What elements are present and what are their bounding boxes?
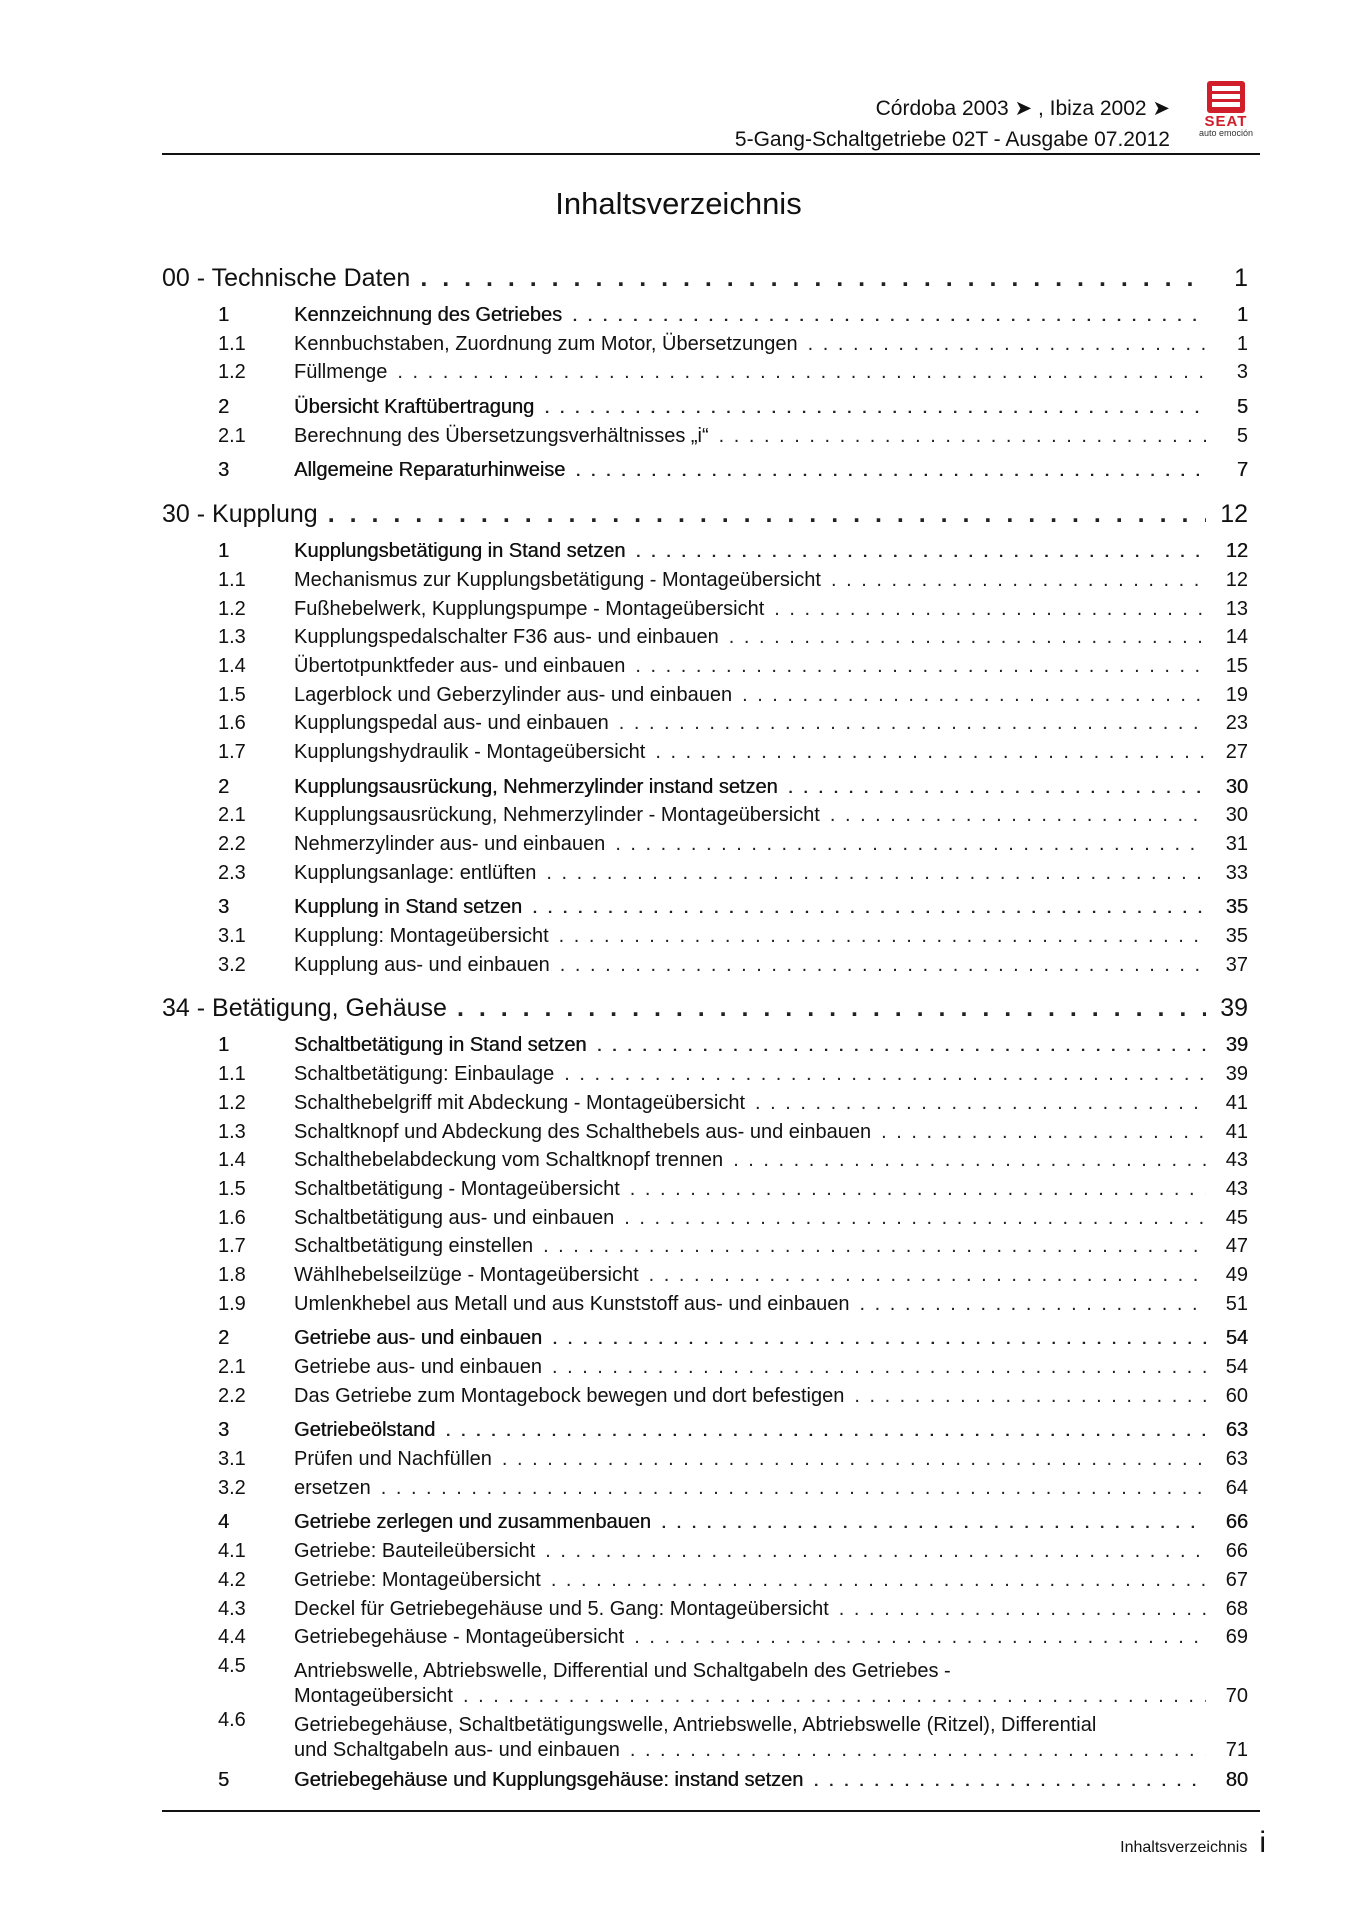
toc-subsection[interactable]: [162, 1293, 1248, 1322]
toc-leader: [492, 1448, 1206, 1471]
toc-entry-title: Füllmenge: [294, 361, 388, 384]
toc-entry-title: Prüfen und Nachfüllen: [294, 1448, 492, 1471]
toc-leader: [542, 1356, 1206, 1379]
toc-entry-number: 1.1: [218, 332, 246, 355]
toc-entry-number: 5: [218, 1768, 230, 1791]
footer-divider: [162, 1810, 1260, 1812]
toc-entry-title: Wählhebelseilzüge - Montageübersicht: [294, 1263, 639, 1286]
toc-subsection[interactable]: [162, 333, 1248, 362]
toc-entry-title: Kupplung: Montageübersicht: [294, 925, 549, 948]
toc-leader: [447, 994, 1206, 1023]
toc-entry-page: 54: [1225, 1356, 1248, 1378]
toc-subsection[interactable]: [162, 1477, 1248, 1506]
toc-subsection[interactable]: [162, 862, 1248, 891]
toc-entry-number: 1.4: [218, 1149, 246, 1172]
toc-section[interactable]: [162, 1327, 1248, 1356]
toc-entry-page: 69: [1225, 1626, 1248, 1649]
toc-entry-title: ersetzen: [294, 1476, 371, 1499]
toc-entry-number: 3.2: [218, 1476, 246, 1499]
toc-subsection[interactable]: [162, 1356, 1248, 1385]
logo-tagline: auto emoción: [1198, 128, 1254, 138]
toc-section[interactable]: [162, 304, 1248, 333]
toc-entry-page: 49: [1225, 1263, 1248, 1286]
toc-entry-page: 15: [1225, 654, 1248, 677]
toc-section[interactable]: [162, 396, 1248, 425]
toc-leader: [534, 396, 1206, 419]
toc-subsection[interactable]: [162, 1448, 1248, 1477]
toc-subsection[interactable]: [162, 1092, 1248, 1121]
toc-leader: [318, 500, 1206, 529]
toc-subsection[interactable]: [162, 741, 1248, 770]
seat-emblem-icon: [1206, 80, 1246, 114]
logo-wordmark: SEAT: [1204, 113, 1248, 130]
toc-entry-number: 4.2: [218, 1568, 246, 1591]
toc-subsection[interactable]: [162, 598, 1248, 627]
toc-entry-page: 54: [1225, 1327, 1248, 1350]
toc-entry-page: 60: [1225, 1384, 1248, 1407]
toc-entry-number: 1.6: [218, 712, 246, 735]
toc-entry-number: 3: [218, 459, 230, 482]
toc-leader: [820, 804, 1206, 827]
toc-entry-title: Mechanismus zur Kupplungsbetätigung - Montageübersicht: [294, 568, 821, 591]
toc-entry-number: 3.2: [218, 953, 246, 976]
toc-entry-page: 45: [1225, 1206, 1248, 1229]
toc-section[interactable]: [162, 896, 1248, 925]
toc-entry-page: 66: [1225, 1540, 1248, 1563]
toc-leader: [535, 1540, 1206, 1563]
toc-leader: [764, 598, 1206, 621]
toc-entry-title: Schaltbetätigung in Stand setzen: [294, 1034, 587, 1057]
toc-entry-number: 2.3: [218, 861, 246, 884]
toc-entry-page: 19: [1225, 683, 1248, 706]
toc-entry-number: 3: [218, 896, 230, 919]
toc-entry-page: 23: [1225, 712, 1248, 735]
toc-leader: [732, 684, 1206, 707]
toc-entry-page: 27: [1225, 740, 1248, 763]
toc-entry-title-continued: Montageübersicht: [294, 1684, 453, 1707]
toc-entry-number: 1.1: [218, 568, 246, 591]
toc-leader: [639, 1264, 1206, 1287]
toc-leader: [435, 1419, 1206, 1442]
toc-entry-page: 66: [1225, 1511, 1248, 1534]
toc-leader: [719, 626, 1206, 649]
toc-leader: [620, 1738, 1206, 1763]
toc-chapter-page: 12: [1220, 500, 1248, 529]
toc-entry-number: 1.8: [218, 1263, 246, 1286]
toc-entry-title: Nehmerzylinder aus- und einbauen: [294, 833, 606, 855]
toc-leader: [453, 1684, 1206, 1709]
toc-entry-page: 43: [1225, 1177, 1248, 1200]
table-of-contents: [162, 264, 1248, 1798]
toc-subsection[interactable]: [162, 1063, 1248, 1092]
toc-entry-number: 2: [218, 1327, 230, 1350]
toc-entry-number: 4: [218, 1511, 230, 1534]
toc-entry-page: 12: [1225, 540, 1248, 563]
toc-leader: [565, 459, 1206, 482]
toc-section[interactable]: [162, 1511, 1248, 1540]
toc-subsection[interactable]: [162, 1207, 1248, 1236]
toc-entry-number: 1.3: [218, 626, 246, 649]
toc-entry-title: Übersicht Kraftübertragung: [294, 396, 535, 419]
toc-subsection[interactable]: [162, 954, 1248, 983]
toc-entry-title: Getriebegehäuse und Kupplungsgehäuse: instand setzen: [294, 1768, 804, 1791]
toc-entry-page: 39: [1225, 1063, 1248, 1086]
toc-entry-page: 41: [1225, 1120, 1248, 1143]
toc-leader: [709, 425, 1206, 448]
toc-entry-title: Berechnung des Übersetzungsverhältnisses „i“: [294, 424, 709, 447]
header-vehicle-models: Córdoba 2003 ➤ , Ibiza 2002 ➤: [875, 97, 1170, 120]
toc-entry-page: 33: [1225, 861, 1248, 884]
footer-label: Inhaltsverzeichnis: [1120, 1839, 1248, 1856]
toc-entry-title: Schaltbetätigung: Einbaulage: [294, 1063, 555, 1086]
toc-entry-title: Kupplungsausrückung, Nehmerzylinder - Montageübersicht: [294, 804, 820, 827]
toc-entry-page: 31: [1225, 833, 1248, 855]
toc-entry-title: Übertotpunktfeder aus- und einbauen: [294, 654, 626, 677]
toc-entry-number: 1.7: [218, 740, 246, 763]
toc-leader: [829, 1598, 1206, 1621]
toc-entry-title: Schaltbetätigung aus- und einbauen: [294, 1206, 615, 1229]
toc-chapter[interactable]: [162, 994, 1248, 1034]
toc-subsection[interactable]: [162, 1626, 1248, 1655]
toc-subsection[interactable]: [162, 1598, 1248, 1627]
toc-entry-title: Kupplungspedal aus- und einbauen: [294, 712, 609, 735]
toc-leader: [605, 833, 1206, 856]
toc-entry-title: Das Getriebe zum Montagebock bewegen und dort befestigen: [294, 1384, 845, 1407]
footer-page-number: i: [1259, 1826, 1266, 1859]
toc-entry-number: 2.1: [218, 424, 246, 447]
toc-entry-number: 1.4: [218, 654, 246, 677]
toc-chapter-title: 00 - Technische Daten: [162, 264, 411, 292]
toc-leader: [625, 655, 1206, 678]
toc-leader: [745, 1092, 1206, 1115]
toc-entry-title: Antriebswelle, Abtriebswelle, Differential und Schaltgabeln des Getriebes -: [294, 1659, 951, 1682]
toc-entry-page: 30: [1225, 804, 1248, 827]
toc-entry-page: 39: [1225, 1034, 1248, 1057]
toc-leader: [522, 896, 1206, 919]
toc-entry-page: 68: [1225, 1597, 1248, 1620]
toc-section[interactable]: [162, 776, 1248, 805]
toc-entry-title: Kupplungspedalschalter F36 aus- und einbauen: [294, 626, 719, 649]
toc-entry-number: 2.2: [218, 1384, 246, 1407]
toc-entry-title: Kupplung aus- und einbauen: [294, 953, 550, 976]
toc-chapter-page: 39: [1220, 994, 1248, 1023]
toc-subsection[interactable]: [162, 1235, 1248, 1264]
toc-entry-page: 30: [1225, 775, 1248, 798]
toc-subsection[interactable]: [162, 1385, 1248, 1414]
header-divider: [162, 153, 1260, 155]
toc-entry-page: 41: [1225, 1091, 1248, 1114]
toc-section[interactable]: [162, 459, 1248, 488]
toc-subsection[interactable]: [162, 1569, 1248, 1598]
toc-entry-number: 2: [218, 396, 230, 419]
toc-leader: [533, 1235, 1206, 1258]
toc-entry-number: 3: [218, 1419, 230, 1442]
toc-entry-page: 47: [1225, 1235, 1248, 1258]
toc-entry-number: 4.3: [218, 1597, 246, 1620]
toc-entry-number: 2: [218, 775, 230, 798]
toc-entry-number: 1.5: [218, 1177, 246, 1200]
toc-entry-title: Schaltbetätigung - Montageübersicht: [294, 1177, 620, 1200]
toc-entry-page: 71: [1225, 1738, 1248, 1761]
toc-chapter[interactable]: [162, 264, 1248, 304]
toc-leader: [371, 1477, 1206, 1500]
toc-chapter[interactable]: [162, 500, 1248, 540]
toc-entry-title: Getriebegehäuse, Schaltbetätigungswelle, Antriebswelle, Abtriebswelle (Ritzel), Differential: [294, 1713, 1097, 1736]
toc-subsection[interactable]: [162, 1121, 1248, 1150]
toc-leader: [803, 1769, 1206, 1792]
toc-entry-page: 1: [1236, 304, 1248, 326]
toc-entry-number: 2.2: [218, 833, 246, 855]
toc-leader: [821, 569, 1206, 592]
toc-entry-page: 35: [1225, 896, 1248, 919]
header-manual-title: 5-Gang-Schaltgetriebe 02T - Ausgabe 07.2012: [734, 128, 1170, 151]
toc-leader: [550, 954, 1206, 977]
toc-entry-page: 12: [1225, 568, 1248, 591]
toc-entry-number: 1.9: [218, 1292, 246, 1315]
toc-entry-title: Getriebe: Bauteileübersicht: [294, 1540, 536, 1563]
toc-leader: [620, 1178, 1206, 1201]
toc-entry-title: Schalthebelabdeckung vom Schaltknopf trennen: [294, 1149, 724, 1172]
toc-subsection[interactable]: [162, 1540, 1248, 1569]
toc-leader: [536, 862, 1206, 885]
toc-leader: [625, 540, 1206, 563]
toc-entry-title: Schaltknopf und Abdeckung des Schalthebels aus- und einbauen: [294, 1120, 872, 1143]
toc-leader: [624, 1626, 1206, 1649]
toc-section[interactable]: [162, 1034, 1248, 1063]
toc-leader: [387, 361, 1206, 384]
toc-subsection[interactable]: [162, 925, 1248, 954]
toc-entry-number: 1: [218, 540, 230, 563]
toc-entry-title: Umlenkhebel aus Metall und aus Kunststoff aus- und einbauen: [294, 1292, 850, 1315]
toc-subsection[interactable]: [162, 1709, 1248, 1763]
toc-entry-title: Getriebeölstand: [294, 1419, 436, 1442]
toc-entry-title: Kupplungshydraulik - Montageübersicht: [294, 740, 646, 763]
toc-subsection[interactable]: [162, 712, 1248, 741]
toc-subsection[interactable]: [162, 1149, 1248, 1178]
toc-subsection[interactable]: [162, 684, 1248, 713]
toc-leader: [645, 741, 1206, 764]
toc-entry-page: 43: [1225, 1149, 1248, 1172]
toc-entry-title-continued: und Schaltgabeln aus- und einbauen: [294, 1738, 620, 1761]
toc-leader: [542, 1327, 1206, 1350]
toc-leader: [778, 776, 1206, 799]
toc-entry-number: 3.1: [218, 925, 246, 948]
toc-entry-title: Getriebe zerlegen und zusammenbauen: [294, 1511, 651, 1534]
toc-leader: [410, 264, 1206, 293]
toc-entry-number: 1: [218, 1034, 230, 1057]
toc-entry-page: 13: [1225, 597, 1248, 620]
toc-entry-title: Deckel für Getriebegehäuse und 5. Gang: Montageübersicht: [294, 1597, 829, 1620]
toc-subsection[interactable]: [162, 626, 1248, 655]
toc-entry-page: 5: [1236, 396, 1248, 419]
toc-entry-title: Allgemeine Reparaturhinweise: [294, 459, 566, 482]
toc-entry-page: 70: [1225, 1684, 1248, 1707]
toc-entry-page: 63: [1225, 1448, 1248, 1471]
toc-entry-number: 3.1: [218, 1448, 246, 1471]
toc-entry-title: Lagerblock und Geberzylinder aus- und einbauen: [294, 683, 733, 706]
page-header: [162, 92, 1170, 154]
toc-entry-page: 35: [1225, 925, 1248, 948]
toc-chapter-title: 34 - Betätigung, Gehäuse: [162, 994, 447, 1023]
toc-subsection[interactable]: [162, 425, 1248, 454]
toc-entry-page: 67: [1225, 1568, 1248, 1591]
toc-leader: [562, 304, 1206, 327]
toc-entry-number: 2.1: [218, 1356, 246, 1378]
toc-entry-number: 1.2: [218, 597, 246, 620]
toc-leader: [609, 712, 1206, 735]
toc-entry-number: 1: [218, 304, 230, 326]
toc-leader: [723, 1149, 1206, 1172]
page-footer: [1120, 1826, 1266, 1860]
toc-chapter-title: 30 - Kupplung: [162, 500, 318, 529]
toc-leader: [541, 1569, 1206, 1592]
toc-entry-title: Fußhebelwerk, Kupplungspumpe - Montageübersicht: [294, 597, 765, 620]
toc-entry-page: 7: [1236, 459, 1248, 482]
toc-entry-title: Kennzeichnung des Getriebes: [294, 304, 562, 326]
toc-entry-number: 4.5: [218, 1654, 246, 1677]
toc-entry-title: Kupplungsausrückung, Nehmerzylinder instand setzen: [294, 775, 778, 798]
toc-entry-title: Kennbuchstaben, Zuordnung zum Motor, Übersetzungen: [294, 332, 798, 355]
toc-entry-title: Getriebe aus- und einbauen: [294, 1327, 542, 1350]
toc-subsection[interactable]: [162, 1655, 1248, 1709]
toc-section[interactable]: [162, 540, 1248, 569]
toc-section[interactable]: [162, 1419, 1248, 1448]
toc-entry-number: 1.2: [218, 361, 246, 384]
toc-entry-title: Getriebe aus- und einbauen: [294, 1356, 542, 1378]
toc-leader: [554, 1063, 1206, 1086]
toc-entry-page: 64: [1225, 1476, 1248, 1499]
toc-entry-page: 5: [1236, 424, 1248, 447]
toc-subsection[interactable]: [162, 833, 1248, 862]
toc-leader: [549, 925, 1206, 948]
toc-leader: [798, 333, 1206, 356]
page-title: Inhaltsverzeichnis: [555, 186, 802, 221]
toc-leader: [651, 1511, 1206, 1534]
toc-entry-page: 14: [1225, 626, 1248, 649]
toc-entry-number: 1.1: [218, 1063, 246, 1086]
toc-subsection[interactable]: [162, 655, 1248, 684]
toc-entry-page: 3: [1236, 361, 1248, 384]
toc-section[interactable]: [162, 1769, 1248, 1798]
toc-subsection[interactable]: [162, 569, 1248, 598]
toc-leader: [844, 1385, 1206, 1408]
toc-entry-number: 1.6: [218, 1206, 246, 1229]
toc-entry-number: 1.2: [218, 1091, 246, 1114]
toc-leader: [871, 1121, 1206, 1144]
toc-entry-page: 63: [1225, 1419, 1248, 1442]
toc-entry-number: 1.7: [218, 1235, 246, 1258]
toc-entry-title: Kupplungsbetätigung in Stand setzen: [294, 540, 626, 563]
toc-entry-page: 51: [1225, 1292, 1248, 1315]
toc-entry-page: 1: [1236, 332, 1248, 355]
toc-leader: [614, 1207, 1206, 1230]
toc-entry-title: Getriebegehäuse - Montageübersicht: [294, 1626, 625, 1649]
toc-chapter-page: 1: [1234, 264, 1248, 292]
toc-entry-page: 80: [1225, 1768, 1248, 1791]
toc-leader: [586, 1034, 1206, 1057]
seat-logo: [1183, 80, 1269, 142]
toc-entry-title: Getriebe: Montageübersicht: [294, 1568, 541, 1591]
toc-entry-number: 4.1: [218, 1540, 246, 1563]
toc-subsection[interactable]: [162, 361, 1248, 390]
toc-entry-number: 1.5: [218, 683, 246, 706]
toc-subsection[interactable]: [162, 1178, 1248, 1207]
toc-entry-title: Schaltbetätigung einstellen: [294, 1235, 534, 1258]
toc-entry-title: Kupplungsanlage: entlüften: [294, 861, 537, 884]
toc-entry-title: Kupplung in Stand setzen: [294, 896, 522, 919]
toc-entry-number: 2.1: [218, 804, 246, 827]
toc-entry-title: Schalthebelgriff mit Abdeckung - Montageübersicht: [294, 1091, 746, 1114]
toc-entry-number: 4.4: [218, 1626, 246, 1649]
toc-subsection[interactable]: [162, 1264, 1248, 1293]
toc-subsection[interactable]: [162, 804, 1248, 833]
toc-entry-page: 37: [1225, 953, 1248, 976]
toc-entry-number: 4.6: [218, 1708, 246, 1731]
toc-leader: [850, 1293, 1206, 1316]
toc-entry-number: 1.3: [218, 1120, 246, 1143]
